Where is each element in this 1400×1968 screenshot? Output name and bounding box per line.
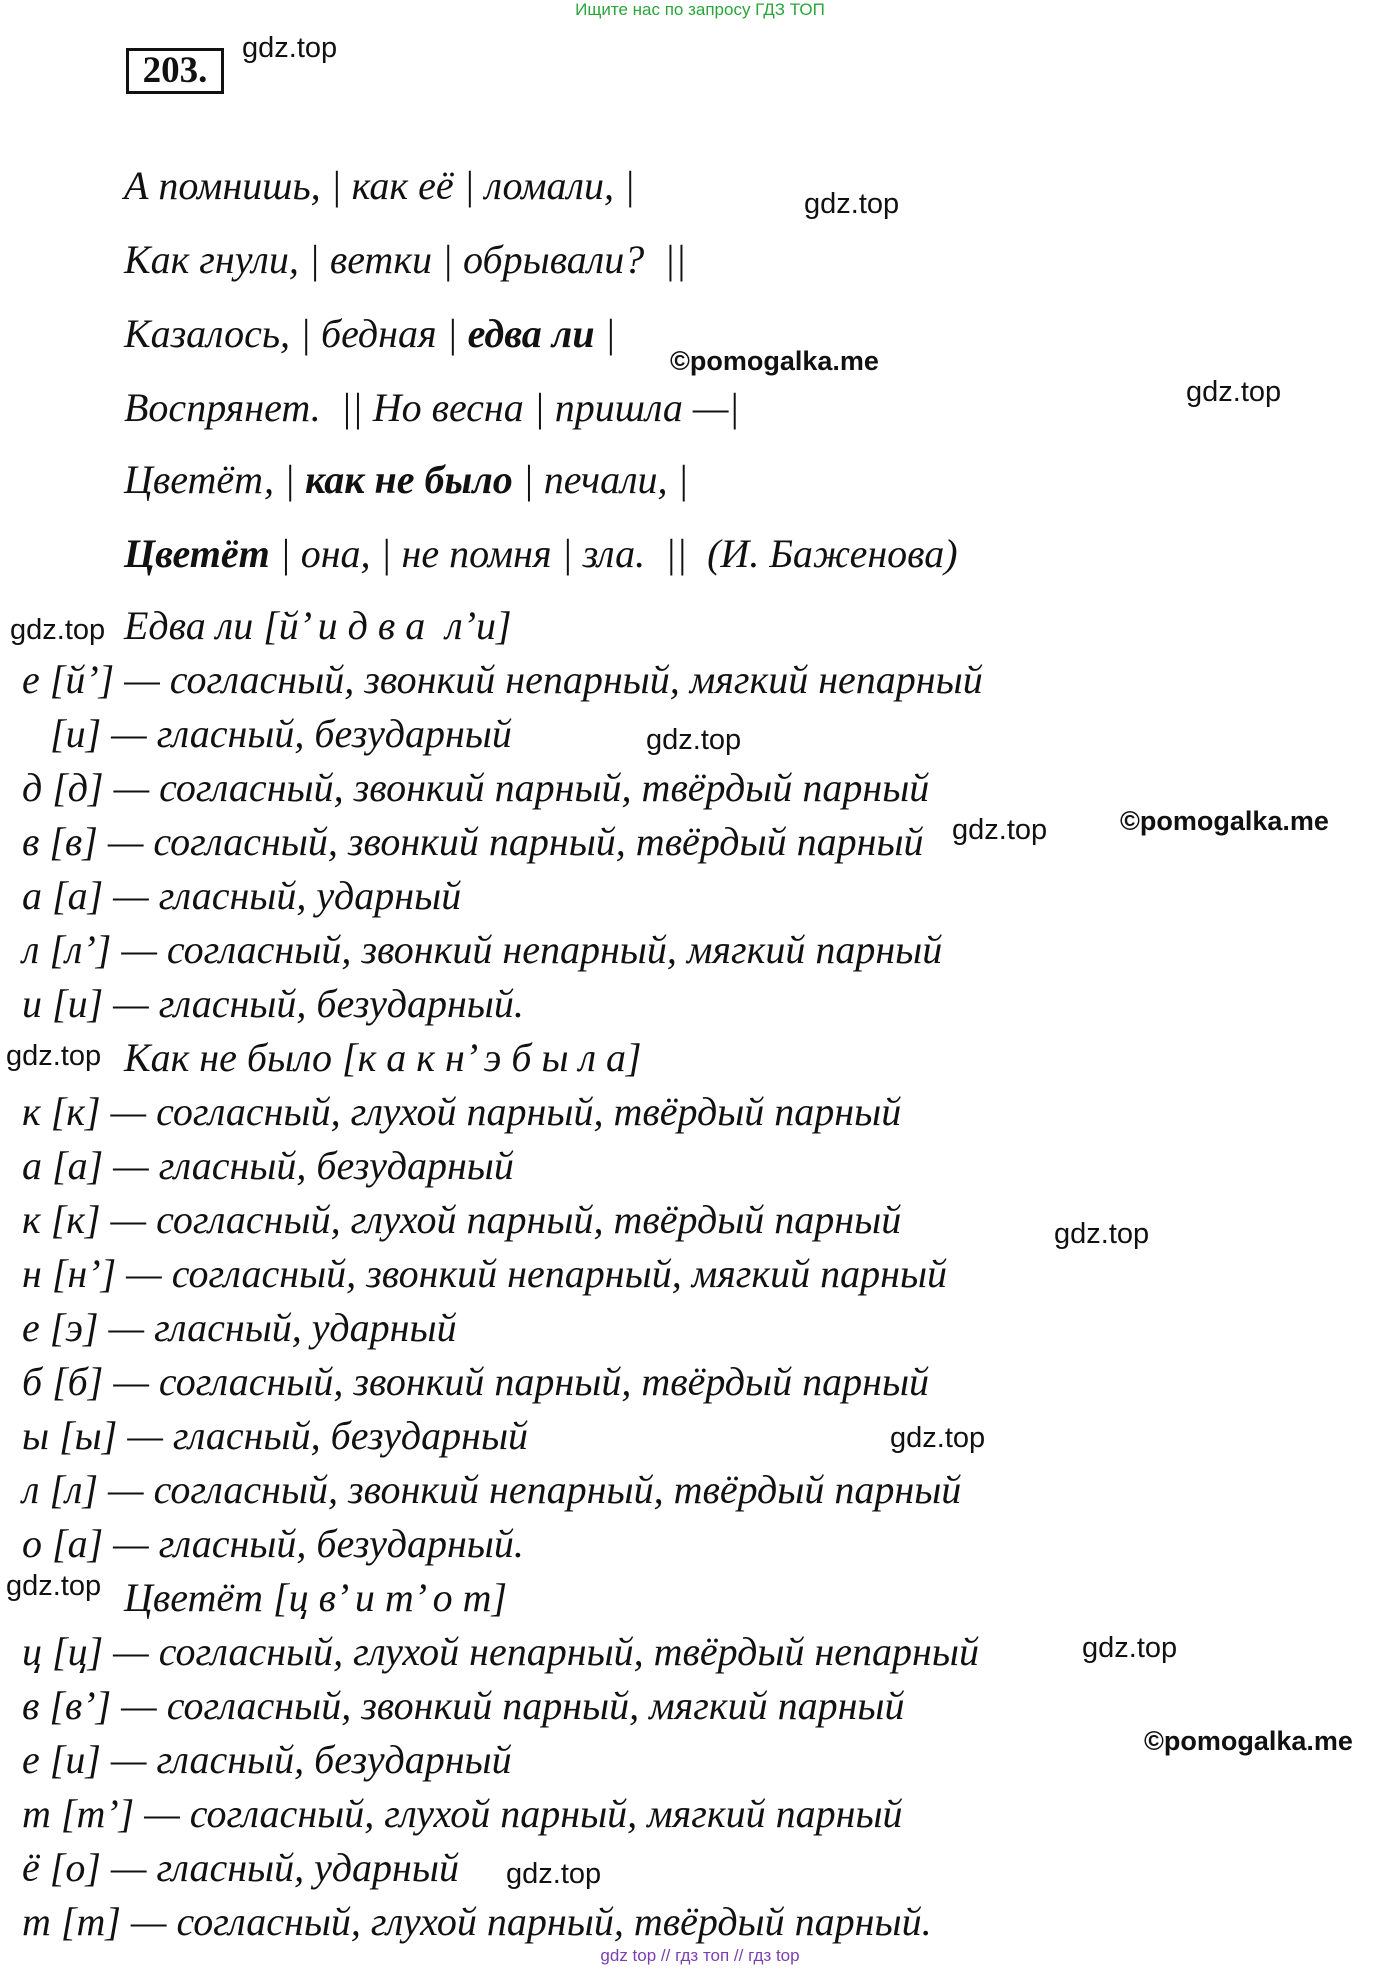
poem-emphasis: едва ли xyxy=(467,311,595,356)
watermark-pomogalka: ©pomogalka.me xyxy=(1120,806,1329,836)
analysis-heading: Цветёт [ц в’ и т’ о т] xyxy=(124,1575,508,1620)
poem-line xyxy=(124,311,616,356)
analysis-line: к [к] — согласный, глухой парный, твёрдый парный xyxy=(22,1089,902,1134)
analysis-line: л [л] — согласный, звонкий непарный, твёрдый парный xyxy=(22,1467,962,1512)
analysis-line: т [т] — согласный, глухой парный, твёрдый парный. xyxy=(22,1899,932,1944)
poem-line xyxy=(124,237,687,282)
analysis-line: ц [ц] — согласный, глухой непарный, твёрдый непарный xyxy=(22,1629,979,1674)
poem-line xyxy=(124,531,958,576)
analysis-line: в [в] — согласный, звонкий парный, твёрдый парный xyxy=(22,819,924,864)
analysis-line: т [т’] — согласный, глухой парный, мягкий парный xyxy=(22,1791,903,1836)
poem-text: | печали, | xyxy=(512,457,689,502)
analysis-line: е [э] — гласный, ударный xyxy=(22,1305,457,1350)
analysis-heading: Едва ли [й’ и д в а л’и] xyxy=(124,603,512,648)
analysis-line: и [и] — гласный, безударный. xyxy=(22,981,524,1026)
poem-text: А помнишь, | как её | ломали, | xyxy=(124,163,635,208)
poem-text: Казалось, | бедная | xyxy=(124,311,468,356)
watermark-gdz: gdz.top xyxy=(1186,376,1282,408)
analysis-line: б [б] — согласный, звонкий парный, твёрдый парный xyxy=(22,1359,930,1404)
footer-links: gdz top // гдз топ // гдз top xyxy=(600,1946,800,1965)
analysis-line: е [и] — гласный, безударный xyxy=(22,1737,512,1782)
watermark-gdz: gdz.top xyxy=(6,1040,102,1072)
watermark-gdz: gdz.top xyxy=(952,814,1048,846)
poem-emphasis: Цветёт xyxy=(124,531,270,576)
task-number: 203. xyxy=(126,48,224,94)
analysis-heading: Как не было [к а к н’ э б ы л а] xyxy=(124,1035,642,1080)
analysis-line: е [й’] — согласный, звонкий непарный, мягкий непарный xyxy=(22,657,983,702)
poem-text: Воспрянет. || Но весна | пришла —| xyxy=(124,385,740,430)
analysis-line: о [а] — гласный, безударный. xyxy=(22,1521,524,1566)
analysis-line: [и] — гласный, безударный xyxy=(50,711,512,756)
poem-line xyxy=(124,457,689,502)
poem-line xyxy=(124,385,740,430)
watermark-gdz: gdz.top xyxy=(242,32,338,64)
watermark-gdz: gdz.top xyxy=(1054,1218,1150,1250)
poem-emphasis: как не было xyxy=(305,457,513,502)
top-banner: Ищите нас по запросу ГДЗ ТОП xyxy=(575,0,825,19)
analysis-line: в [в’] — согласный, звонкий парный, мягкий парный xyxy=(22,1683,905,1728)
watermark-pomogalka: ©pomogalka.me xyxy=(670,346,879,376)
analysis-line: н [н’] — согласный, звонкий непарный, мягкий парный xyxy=(22,1251,948,1296)
watermark-gdz: gdz.top xyxy=(10,614,106,646)
watermark-pomogalka: ©pomogalka.me xyxy=(1144,1726,1353,1756)
analysis-line: а [а] — гласный, ударный xyxy=(22,873,462,918)
analysis-line: к [к] — согласный, глухой парный, твёрдый парный xyxy=(22,1197,902,1242)
watermark-gdz: gdz.top xyxy=(506,1858,602,1890)
watermark-gdz: gdz.top xyxy=(1082,1632,1178,1664)
poem-text: | она, | не помня | зла. || (И. Баженова) xyxy=(269,531,958,576)
poem-line xyxy=(124,163,635,208)
watermark-gdz: gdz.top xyxy=(646,724,742,756)
analysis-line: а [а] — гласный, безударный xyxy=(22,1143,514,1188)
poem-text: | xyxy=(594,311,616,356)
poem-text: Цветёт, | xyxy=(124,457,305,502)
analysis-line: ы [ы] — гласный, безударный xyxy=(22,1413,529,1458)
poem-text: Как гнули, | ветки | обрывали? || xyxy=(124,237,687,282)
analysis-line: д [д] — согласный, звонкий парный, твёрдый парный xyxy=(22,765,930,810)
watermark-gdz: gdz.top xyxy=(804,188,900,220)
analysis-line: ё [о] — гласный, ударный xyxy=(22,1845,459,1890)
analysis-line: л [л’] — согласный, звонкий непарный, мягкий парный xyxy=(22,927,943,972)
watermark-gdz: gdz.top xyxy=(6,1570,102,1602)
watermark-gdz: gdz.top xyxy=(890,1422,986,1454)
